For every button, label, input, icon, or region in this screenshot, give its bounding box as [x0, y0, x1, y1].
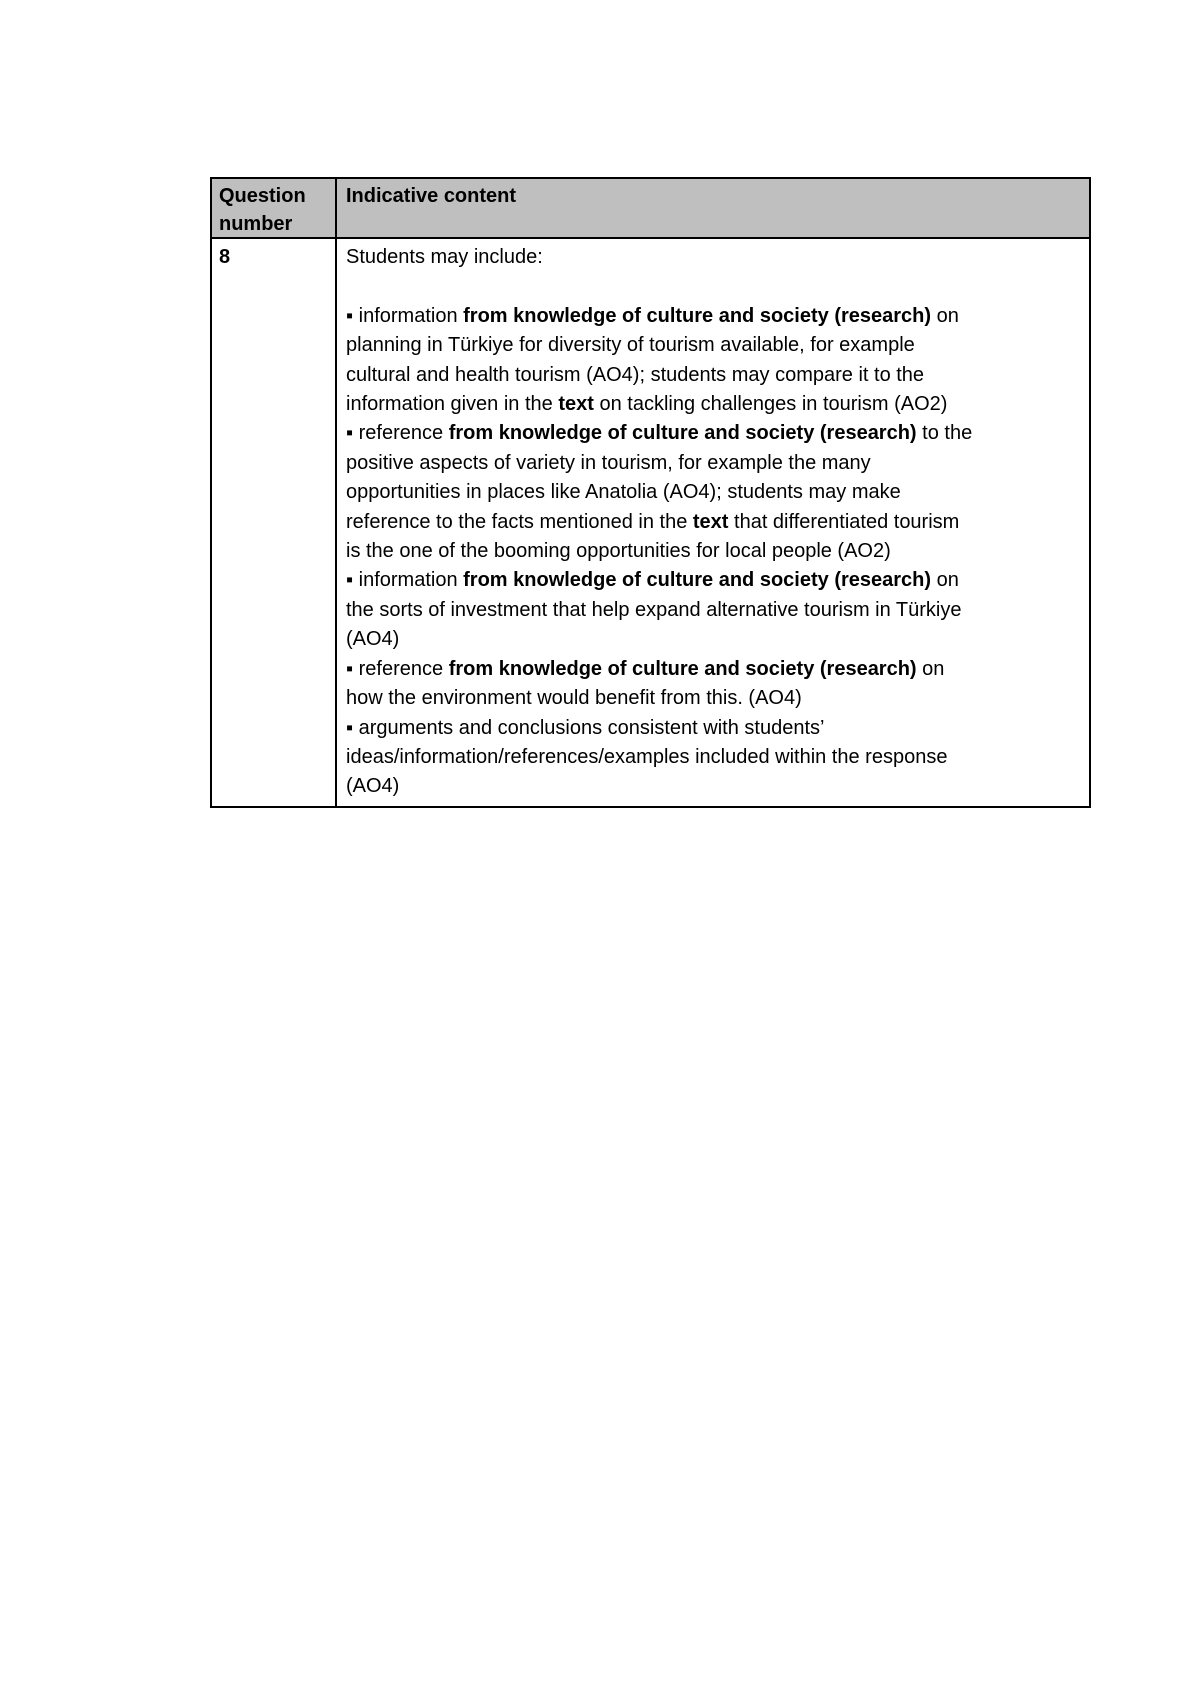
content-line: positive aspects of variety in tourism, for example the many	[346, 451, 871, 474]
content-line	[346, 272, 1081, 301]
content-line: (AO4)	[346, 628, 400, 651]
content-line: how the environment would benefit from this. (AO4)	[346, 687, 802, 710]
content-line: Students may include:	[346, 246, 543, 268]
indicative-content-cell	[337, 239, 1089, 806]
content-line: information given in the text on tackling challenges in tourism (AO2)	[346, 393, 948, 416]
indicative-content-table	[210, 177, 1091, 808]
content-line: ideas/information/references/examples included within the response	[346, 745, 948, 768]
content-line: reference to the facts mentioned in the text that differentiated tourism	[346, 510, 960, 533]
header-cell-question-number: Question number	[212, 179, 337, 237]
content-line: is the one of the booming opportunities for local people (AO2)	[346, 540, 891, 563]
content-line: ▪ information from knowledge of culture and society (research) on	[346, 304, 959, 327]
content-line: ▪ information from knowledge of culture and society (research) on	[346, 569, 959, 592]
content-line: the sorts of investment that help expand alternative tourism in Türkiye	[346, 598, 962, 621]
table-body-row	[212, 239, 1089, 806]
header-cell-indicative-content: Indicative content	[346, 185, 517, 207]
table-header-row	[212, 179, 1089, 239]
content-line: (AO4)	[346, 775, 400, 798]
content-line: ▪ reference from knowledge of culture and society (research) to the	[346, 422, 973, 445]
content-line: opportunities in places like Anatolia (AO4); students may make	[346, 481, 901, 504]
content-line: cultural and health tourism (AO4); students may compare it to the	[346, 363, 925, 386]
content-line: planning in Türkiye for diversity of tourism available, for example	[346, 334, 915, 357]
content-line: ▪ arguments and conclusions consistent with students’	[346, 716, 825, 739]
content-line: ▪ reference from knowledge of culture and society (research) on	[346, 657, 945, 680]
question-number-cell: 8	[212, 239, 337, 806]
